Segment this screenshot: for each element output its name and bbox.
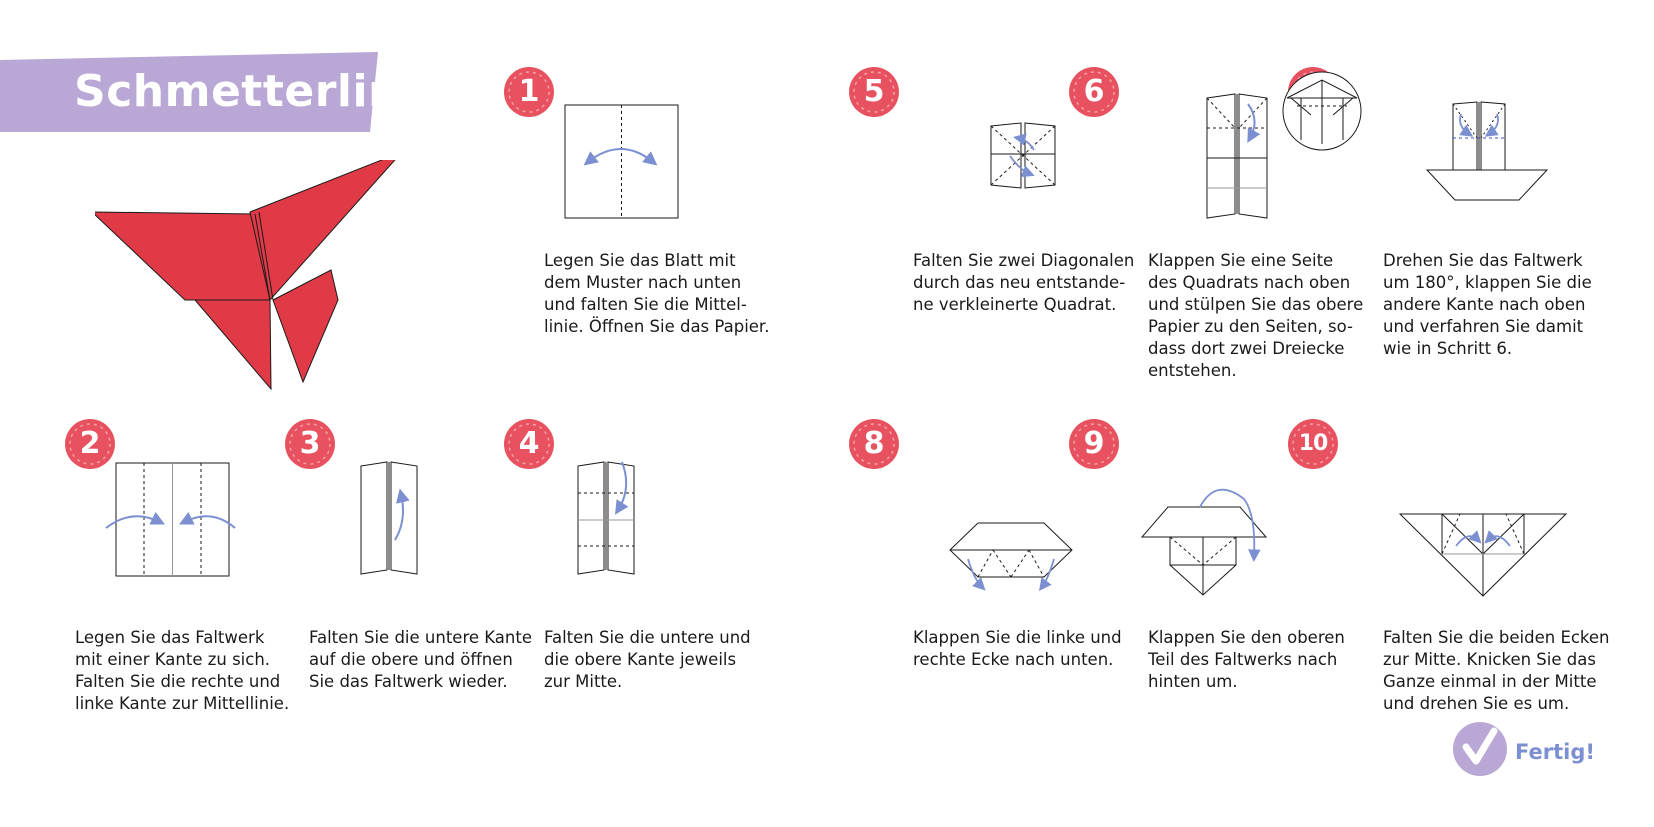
step-number: 1 [518, 74, 540, 109]
step-2-diagram [102, 458, 247, 583]
step-number: 2 [79, 426, 101, 461]
step-5-badge [848, 66, 900, 118]
step-2-text: Legen Sie das Faltwerk mit einer Kante zu sich. Falten Sie die rechte und linke Kante zur Mittellinie. [75, 628, 290, 713]
step-number: 10 [1298, 431, 1328, 456]
step-3-text: Falten Sie die untere Kante auf die obere und öffnen Sie das Faltwerk wieder. [309, 628, 532, 691]
step-5-text: Falten Sie zwei Diagonalen durch das neu entstande- ne verkleinerte Quadrat. [913, 251, 1135, 314]
step-number: 6 [1083, 74, 1105, 109]
done-label: Fertig! [1515, 740, 1595, 764]
step-number: 3 [299, 426, 321, 461]
butterfly-illustration [95, 160, 415, 395]
step-1-text: Legen Sie das Blatt mit dem Muster nach unten und falten Sie die Mittel- linie. Öffnen Sie das Papier. [544, 251, 770, 336]
step-7-diagram [1425, 100, 1555, 205]
step-4-badge [503, 418, 555, 470]
step-4-text: Falten Sie die untere und die obere Kante jeweils zur Mitte. [544, 628, 751, 691]
step-number: 8 [863, 426, 885, 461]
step-6-diagram [1202, 92, 1272, 222]
step-9-text: Klappen Sie den oberen Teil des Faltwerks nach hinten um. [1148, 628, 1345, 691]
step-4-diagram [572, 458, 642, 583]
step-1-diagram [560, 100, 690, 225]
step-number: 4 [518, 426, 540, 461]
step-9-diagram [1140, 485, 1276, 597]
step-3-diagram [355, 458, 425, 583]
step-number: 5 [863, 74, 885, 109]
step-8-badge [848, 418, 900, 470]
step-8-text: Klappen Sie die linke und rechte Ecke nach unten. [913, 628, 1122, 669]
page-title: Schmetterling [74, 66, 432, 117]
step-7-text: Drehen Sie das Faltwerk um 180°, klappen Sie die andere Kante nach oben und verfahren Sie damit wie in Schritt 6. [1383, 251, 1592, 358]
step-8-diagram [948, 515, 1074, 597]
step-10-badge [1287, 418, 1339, 470]
step-6-badge [1068, 66, 1120, 118]
step-6-detail-circle [1281, 70, 1363, 152]
step-3-badge [284, 418, 336, 470]
step-10-text: Falten Sie die beiden Ecken zur Mitte. Knicken Sie das Ganze einmal in der Mitte und drehen Sie es um. [1383, 628, 1610, 713]
step-number: 9 [1083, 426, 1105, 461]
step-10-diagram [1398, 510, 1568, 600]
step-5-diagram [988, 122, 1058, 194]
step-9-badge [1068, 418, 1120, 470]
step-1-badge [503, 66, 555, 118]
step-6-text: Klappen Sie eine Seite des Quadrats nach oben und stülpen Sie das obere Papier zu den Seiten, so- dass dort zwei Dreiecke entstehen. [1148, 251, 1364, 380]
